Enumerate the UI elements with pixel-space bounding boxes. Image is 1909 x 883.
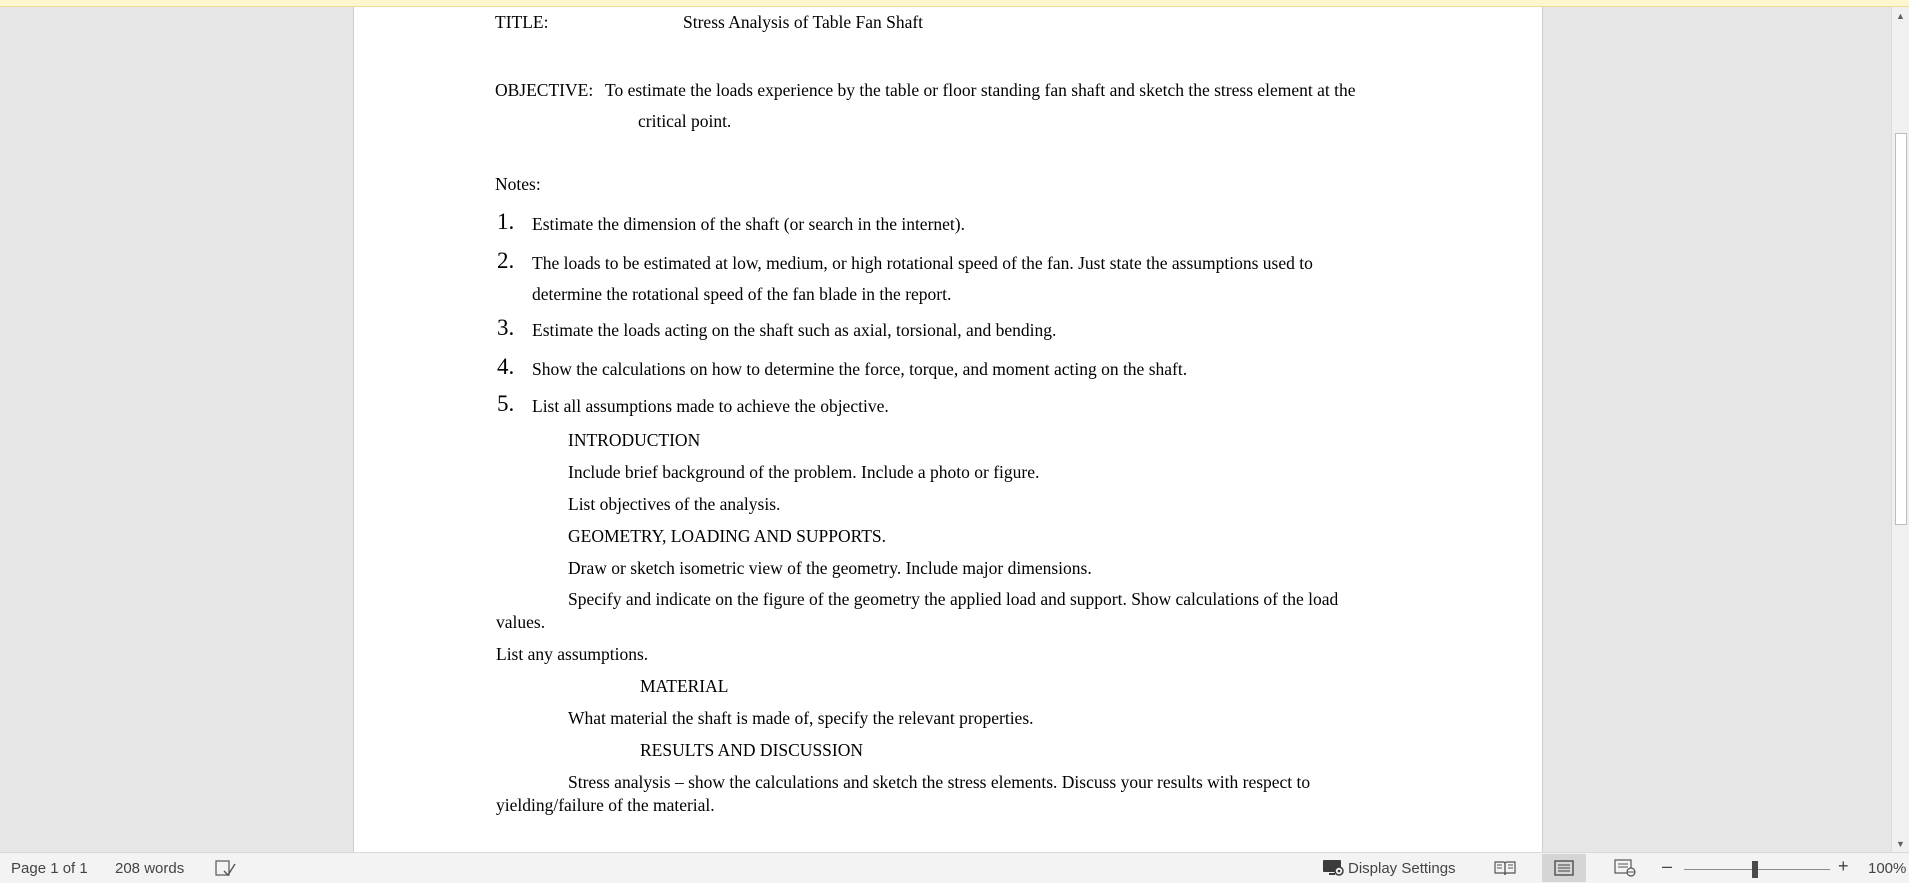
objective-line-1: To estimate the loads experience by the table or floor standing fan shaft and sketch the stress element at the	[605, 80, 1356, 100]
display-settings-button[interactable]: Display Settings	[1348, 860, 1456, 877]
scroll-up-arrow-icon[interactable]: ▲	[1896, 10, 1905, 21]
results-line-1: Stress analysis – show the calculations and sketch the stress elements. Discuss your results with respect to	[568, 772, 1311, 792]
geometry-heading: GEOMETRY, LOADING AND SUPPORTS.	[568, 526, 887, 546]
proofing-icon[interactable]	[215, 859, 237, 881]
status-bar	[0, 852, 1909, 883]
objective-label: OBJECTIVE:	[495, 80, 594, 100]
scrollbar-thumb[interactable]	[1895, 133, 1907, 525]
intro-line-2: List objectives of the analysis.	[568, 494, 781, 514]
notes-label: Notes:	[495, 174, 541, 194]
vertical-scrollbar[interactable]	[1891, 7, 1909, 852]
intro-line-1: Include brief background of the problem. Include a photo or figure.	[568, 462, 1040, 482]
notification-bar	[0, 0, 1909, 7]
note-number: 4.	[497, 354, 515, 379]
note-number: 3.	[497, 315, 515, 340]
note-number: 5.	[497, 391, 515, 416]
scroll-down-arrow-icon[interactable]: ▼	[1896, 838, 1905, 849]
title-value: Stress Analysis of Table Fan Shaft	[683, 12, 924, 32]
geometry-line-3: List any assumptions.	[496, 644, 649, 664]
geometry-line-2-continued: values.	[496, 612, 546, 632]
geometry-line-2: Specify and indicate on the figure of the geometry the applied load and support. Show calculations of the load	[568, 589, 1339, 609]
document-canvas[interactable]	[0, 7, 1892, 852]
web-layout-icon[interactable]	[1603, 854, 1647, 882]
note-text: Estimate the dimension of the shaft (or search in the internet).	[532, 214, 965, 234]
note-text-continued: determine the rotational speed of the fan blade in the report.	[532, 284, 952, 304]
material-heading: MATERIAL	[640, 676, 729, 696]
zoom-out-button[interactable]: –	[1662, 856, 1673, 876]
page-count[interactable]: Page 1 of 1	[11, 860, 88, 877]
objective-line-2: critical point.	[638, 111, 732, 131]
print-layout-icon[interactable]	[1542, 854, 1586, 882]
geometry-line-1: Draw or sketch isometric view of the geometry. Include major dimensions.	[568, 558, 1092, 578]
display-settings-icon[interactable]	[1322, 859, 1344, 881]
note-text: Estimate the loads acting on the shaft such as axial, torsional, and bending.	[532, 320, 1057, 340]
note-text: Show the calculations on how to determine the force, torque, and moment acting on the shaft.	[532, 359, 1188, 379]
results-line-1-continued: yielding/failure of the material.	[496, 795, 715, 815]
material-line-1: What material the shaft is made of, specify the relevant properties.	[568, 708, 1034, 728]
read-mode-icon[interactable]	[1483, 854, 1527, 882]
note-number: 2.	[497, 248, 515, 273]
document-page[interactable]	[353, 7, 1543, 852]
note-text: List all assumptions made to achieve the objective.	[532, 396, 889, 416]
zoom-in-button[interactable]: +	[1838, 856, 1849, 876]
introduction-heading: INTRODUCTION	[568, 430, 701, 450]
title-label: TITLE:	[495, 12, 549, 32]
note-text: The loads to be estimated at low, medium, or high rotational speed of the fan. Just state the assumptions used to	[532, 253, 1313, 273]
zoom-slider-thumb[interactable]	[1752, 861, 1758, 878]
note-number: 1.	[497, 209, 515, 234]
word-count[interactable]: 208 words	[115, 860, 185, 877]
zoom-level[interactable]: 100%	[1868, 860, 1907, 877]
results-heading: RESULTS AND DISCUSSION	[640, 740, 864, 760]
